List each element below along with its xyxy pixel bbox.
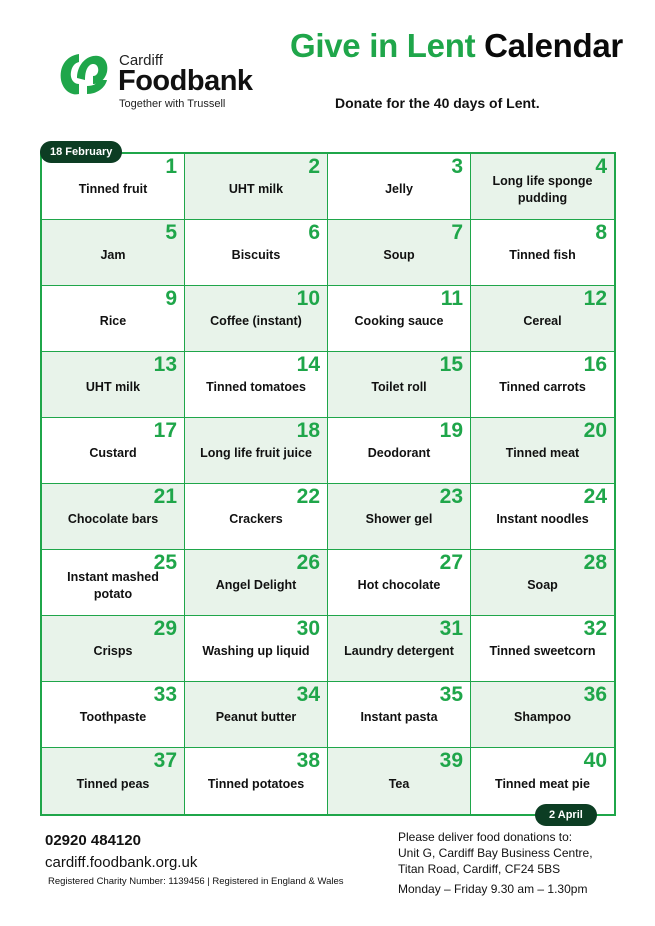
day-number: 25 <box>153 551 177 574</box>
donation-item: Jelly <box>385 182 413 196</box>
day-number: 26 <box>296 551 320 574</box>
address-line: Unit G, Cardiff Bay Business Centre, <box>398 846 593 860</box>
donation-item: Soap <box>527 578 558 592</box>
day-number: 39 <box>439 749 463 772</box>
day-number: 14 <box>296 353 320 376</box>
day-number: 28 <box>583 551 607 574</box>
calendar-day-28 <box>471 550 614 616</box>
calendar-day-34 <box>185 682 328 748</box>
day-number: 1 <box>165 155 177 178</box>
donation-item: Shampoo <box>514 710 571 724</box>
donation-item: Soup <box>383 248 415 262</box>
donation-item: Washing up liquid <box>202 644 310 658</box>
day-number: 15 <box>439 353 463 376</box>
calendar-day-12 <box>471 286 614 352</box>
day-number: 4 <box>595 155 607 178</box>
calendar-day-32 <box>471 616 614 682</box>
donation-item: Cooking sauce <box>354 314 444 328</box>
calendar-day-30 <box>185 616 328 682</box>
day-number: 29 <box>153 617 177 640</box>
donation-item: UHT milk <box>85 380 141 394</box>
calendar-day-33 <box>42 682 185 748</box>
page-title-green: Give in Lent <box>290 27 476 64</box>
calendar-day-35 <box>328 682 471 748</box>
donation-item: Tinned meat pie <box>495 776 590 791</box>
day-number: 12 <box>583 287 607 310</box>
calendar-day-14 <box>185 352 328 418</box>
donation-item: Tinned sweetcorn <box>489 644 596 658</box>
donation-item: Angel Delight <box>215 578 297 592</box>
donation-item: Tinned peas <box>76 776 150 791</box>
calendar-day-15 <box>328 352 471 418</box>
day-number: 16 <box>583 353 607 376</box>
donation-item: Instant pasta <box>360 710 438 724</box>
address-line: Please deliver food donations to: <box>398 830 573 844</box>
donation-item: Tinned tomatoes <box>206 380 306 394</box>
day-number: 36 <box>583 683 607 706</box>
calendar-day-20 <box>471 418 614 484</box>
donation-item: Crisps <box>93 644 133 658</box>
day-number: 7 <box>451 221 463 244</box>
day-number: 8 <box>595 221 607 244</box>
day-number: 34 <box>296 683 320 706</box>
calendar-day-8 <box>471 220 614 286</box>
calendar-day-27 <box>328 550 471 616</box>
opening-hours: Monday – Friday 9.30 am – 1.30pm <box>398 882 588 896</box>
calendar-day-24 <box>471 484 614 550</box>
donation-item: Crackers <box>229 512 283 526</box>
page-subtitle: Donate for the 40 days of Lent. <box>335 95 540 111</box>
calendar-day-17 <box>42 418 185 484</box>
calendar-day-31 <box>328 616 471 682</box>
donation-item: Tinned fruit <box>78 182 148 196</box>
website-link[interactable]: cardiff.foodbank.org.uk <box>45 854 198 871</box>
calendar-day-10 <box>185 286 328 352</box>
day-number: 13 <box>153 353 177 376</box>
page-title <box>290 27 623 65</box>
donation-item: Toilet roll <box>371 380 427 394</box>
donation-item: Rice <box>99 314 127 328</box>
calendar-day-7 <box>328 220 471 286</box>
donation-item: Tinned potatoes <box>207 776 305 791</box>
calendar-day-3 <box>328 154 471 220</box>
donation-item: Instant noodles <box>496 512 589 526</box>
donation-item: Peanut butter <box>215 710 297 724</box>
lent-calendar-grid <box>40 152 616 816</box>
donation-item: Toothpaste <box>79 710 147 724</box>
day-number: 23 <box>439 485 463 508</box>
donation-item: Custard <box>89 446 137 460</box>
charity-registration: Registered Charity Number: 1139456 | Registered in England & Wales <box>48 876 344 887</box>
day-number: 5 <box>165 221 177 244</box>
day-number: 33 <box>153 683 177 706</box>
calendar-day-6 <box>185 220 328 286</box>
calendar-day-25 <box>42 550 185 616</box>
day-number: 22 <box>296 485 320 508</box>
logo-tagline: Together with Trussell <box>119 98 226 110</box>
start-date-badge: 18 February <box>40 141 122 163</box>
day-number: 9 <box>165 287 177 310</box>
calendar-day-37 <box>42 748 185 814</box>
donation-item: Instant mashed potato <box>67 569 159 601</box>
day-number: 24 <box>583 485 607 508</box>
day-number: 17 <box>153 419 177 442</box>
calendar-day-16 <box>471 352 614 418</box>
calendar-day-36 <box>471 682 614 748</box>
day-number: 3 <box>451 155 463 178</box>
calendar-day-18 <box>185 418 328 484</box>
donation-item: Laundry detergent <box>344 644 454 658</box>
calendar-day-2 <box>185 154 328 220</box>
donation-item: Shower gel <box>365 512 433 526</box>
donation-item: Long life sponge pudding <box>492 173 593 205</box>
foodbank-logo <box>57 48 277 114</box>
donation-item: Deodorant <box>367 446 431 460</box>
day-number: 35 <box>439 683 463 706</box>
calendar-day-9 <box>42 286 185 352</box>
donation-item: Tinned carrots <box>499 380 586 394</box>
calendar-day-22 <box>185 484 328 550</box>
day-number: 2 <box>308 155 320 178</box>
calendar-day-23 <box>328 484 471 550</box>
donation-item: Long life fruit juice <box>200 446 312 460</box>
calendar-day-38 <box>185 748 328 814</box>
logo-foodbank-text: Foodbank <box>118 65 253 97</box>
donation-item: Jam <box>100 248 126 262</box>
calendar-day-11 <box>328 286 471 352</box>
donation-item: Tea <box>388 776 410 791</box>
calendar-day-1 <box>42 154 185 220</box>
day-number: 38 <box>296 749 320 772</box>
day-number: 20 <box>583 419 607 442</box>
day-number: 6 <box>308 221 320 244</box>
donation-item: Biscuits <box>231 248 281 262</box>
day-number: 32 <box>583 617 607 640</box>
calendar-day-19 <box>328 418 471 484</box>
calendar-day-21 <box>42 484 185 550</box>
calendar-day-5 <box>42 220 185 286</box>
calendar-day-39 <box>328 748 471 814</box>
donation-item: Coffee (instant) <box>210 314 302 328</box>
day-number: 37 <box>153 749 177 772</box>
donation-item: Tinned meat <box>505 446 580 460</box>
day-number: 31 <box>439 617 463 640</box>
foodbank-logo-icon <box>57 50 111 98</box>
day-number: 10 <box>296 287 320 310</box>
donation-item: Hot chocolate <box>357 578 441 592</box>
day-number: 40 <box>583 749 607 772</box>
day-number: 18 <box>296 419 320 442</box>
day-number: 27 <box>439 551 463 574</box>
day-number: 19 <box>439 419 463 442</box>
end-date-badge: 2 April <box>535 804 597 826</box>
donation-item: Tinned fish <box>509 248 576 262</box>
page-title-black: Calendar <box>484 27 623 64</box>
address-line: Titan Road, Cardiff, CF24 5BS <box>398 862 561 876</box>
donation-item: Cereal <box>523 314 562 328</box>
phone-number: 02920 484120 <box>45 832 141 849</box>
calendar-day-13 <box>42 352 185 418</box>
day-number: 30 <box>296 617 320 640</box>
day-number: 21 <box>153 485 177 508</box>
day-number: 11 <box>440 287 463 310</box>
delivery-address <box>398 829 593 877</box>
calendar-day-26 <box>185 550 328 616</box>
calendar-day-29 <box>42 616 185 682</box>
donation-item: UHT milk <box>228 182 284 196</box>
logo-cardiff-text: Cardiff <box>119 52 163 69</box>
donation-item: Chocolate bars <box>67 512 159 526</box>
calendar-day-4 <box>471 154 614 220</box>
